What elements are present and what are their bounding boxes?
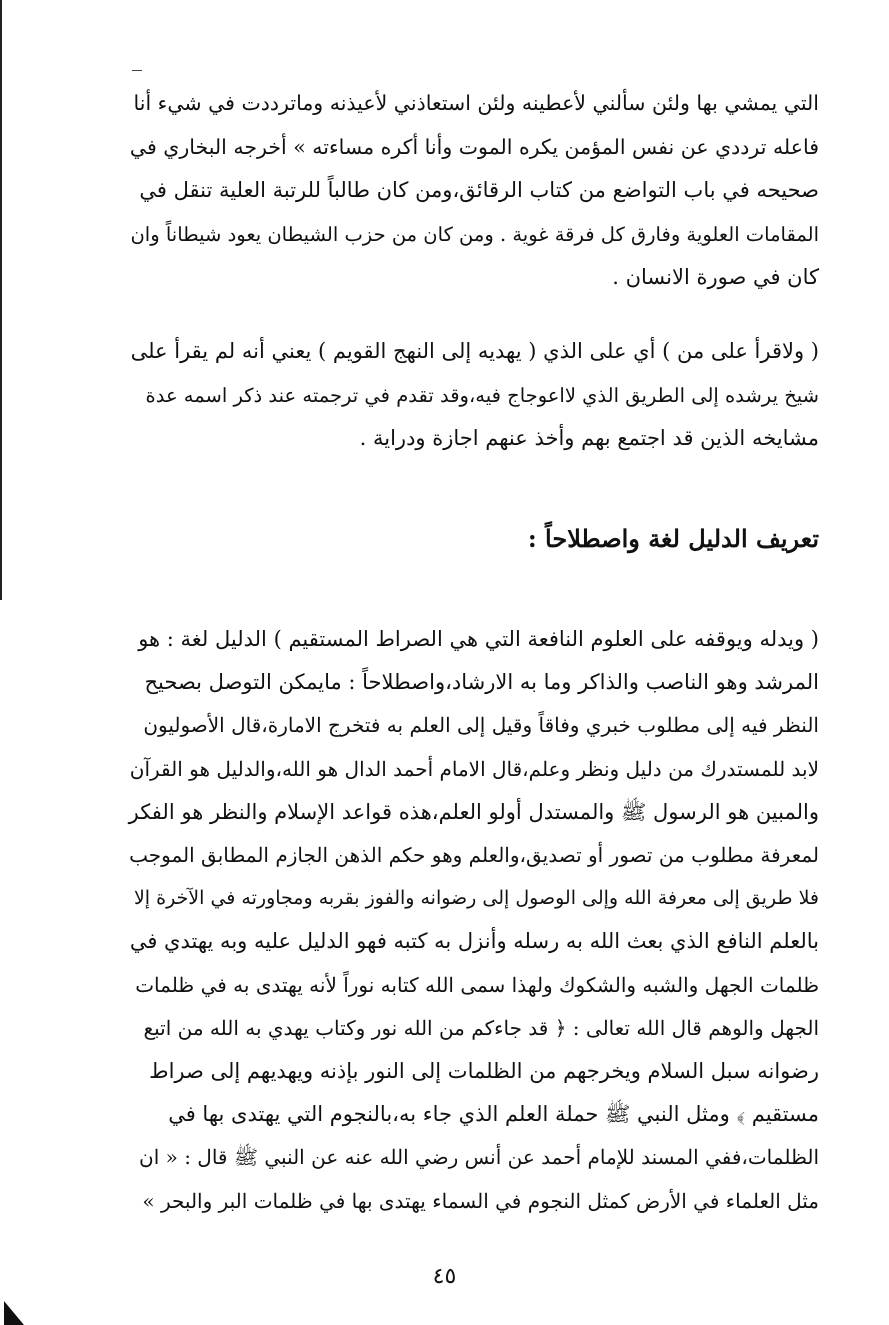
paragraph-line: مشايخه الذين قد اجتمع بهم وأخذ عنهم اجازة ودراية . bbox=[359, 426, 819, 450]
paragraph-line: التي يمشي بها ولئن سألني لأعطينه ولئن استعاذني لأعيذنه وماترددت في شيء أنا bbox=[133, 91, 819, 115]
binding-edge-line bbox=[0, 0, 2, 600]
body-line: المرشد وهو الناصب والذاكر وما به الارشاد،واصطلاحاً : مايمكن التوصل بصحيح bbox=[144, 670, 819, 695]
paragraph-line: شيخ يرشده إلى الطريق الذي لااعوجاج فيه،وقد تقدم في ترجمته عند ذكر اسمه عدة bbox=[145, 383, 819, 407]
paragraph-2 bbox=[129, 330, 819, 461]
paragraph-line: صحيحه في باب التواضع من كتاب الرقائق،ومن كان طالباً للرتبة العلية تنقل في bbox=[139, 178, 819, 202]
paragraph-1 bbox=[129, 82, 819, 300]
paragraph-line: المقامات العلوية وفارق كل فرقة غوية . ومن كان من حزب الشيطان يعود شيطاناً وان bbox=[130, 222, 819, 246]
paragraph-line: فاعله ترددي عن نفس المؤمن يكره الموت وأنا أكره مساءته » أخرجه البخاري في bbox=[129, 134, 819, 159]
body-line: رضوانه سبل السلام ويخرجهم من الظلمات إلى النور بإذنه ويهديهم إلى صراط bbox=[149, 1059, 819, 1084]
body-line: ( ويدله ويوقفه على العلوم النافعة التي هي الصراط المستقيم ) الدليل لغة : هو bbox=[138, 627, 819, 651]
section-heading: تعريف الدليل لغة واصطلاحاً : bbox=[527, 524, 819, 553]
paragraph-line: ( ولاقرأ على من ) أي على الذي ( يهديه إلى النهج القويم ) يعني أنه لم يقرأ على bbox=[130, 339, 819, 363]
body-line: والمبين هو الرسول ﷺ والمستدل أولو العلم،هذه قواعد الإسلام والنظر هو الفكر bbox=[128, 799, 819, 824]
body-line: فلا طريق إلى معرفة الله وإلى الوصول إلى رضوانه والفوز بقربه ومجاورته في الآخرة إلا bbox=[133, 887, 819, 910]
margin-tick-mark bbox=[132, 70, 142, 71]
body-line: ظلمات الجهل والشبه والشكوك ولهذا سمى الله كتابه نوراً لأنه يهتدى به في ظلمات bbox=[135, 972, 819, 997]
body-line: لمعرفة مطلوب من تصور أو تصديق،والعلم وهو حكم الذهن الجازم المطابق الموجب bbox=[129, 843, 819, 868]
body-line: مثل العلماء في الأرض كمثل النجوم في السماء يهتدى بها في ظلمات البر والبحر » bbox=[142, 1188, 819, 1213]
page-number: ٤٥ bbox=[432, 1264, 457, 1289]
body-line: الجهل والوهم قال الله تعالى : ﴿ قد جاءكم من الله نور وكتاب يهدي به الله من اتبع bbox=[143, 1015, 819, 1040]
body-line: لابد للمستدرك من دليل ونظر وعلم،قال الامام أحمد الدال هو الله،والدليل هو القرآن bbox=[129, 756, 819, 781]
body-line: النظر فيه إلى مطلوب خبري وفاقاً وقيل إلى العلم به فتخرج الامارة،قال الأصوليون bbox=[143, 713, 819, 738]
body-line: الظلمات،ففي المسند للإمام أحمد عن أنس رضي الله عنه عن النبي ﷺ قال : « ان bbox=[139, 1145, 819, 1170]
section-body bbox=[129, 618, 819, 1223]
body-line: بالعلم النافع الذي بعث الله به رسله وأنزل به كتبه فهو الدليل عليه وبه يهتدي في bbox=[129, 929, 819, 954]
corner-triangle-mark bbox=[4, 1301, 24, 1325]
body-line: مستقيم ﴾ ومثل النبي ﷺ حملة العلم الذي جاء به،بالنجوم التي يهتدى بها في bbox=[168, 1102, 819, 1127]
paragraph-line: كان في صورة الانسان . bbox=[612, 265, 819, 289]
